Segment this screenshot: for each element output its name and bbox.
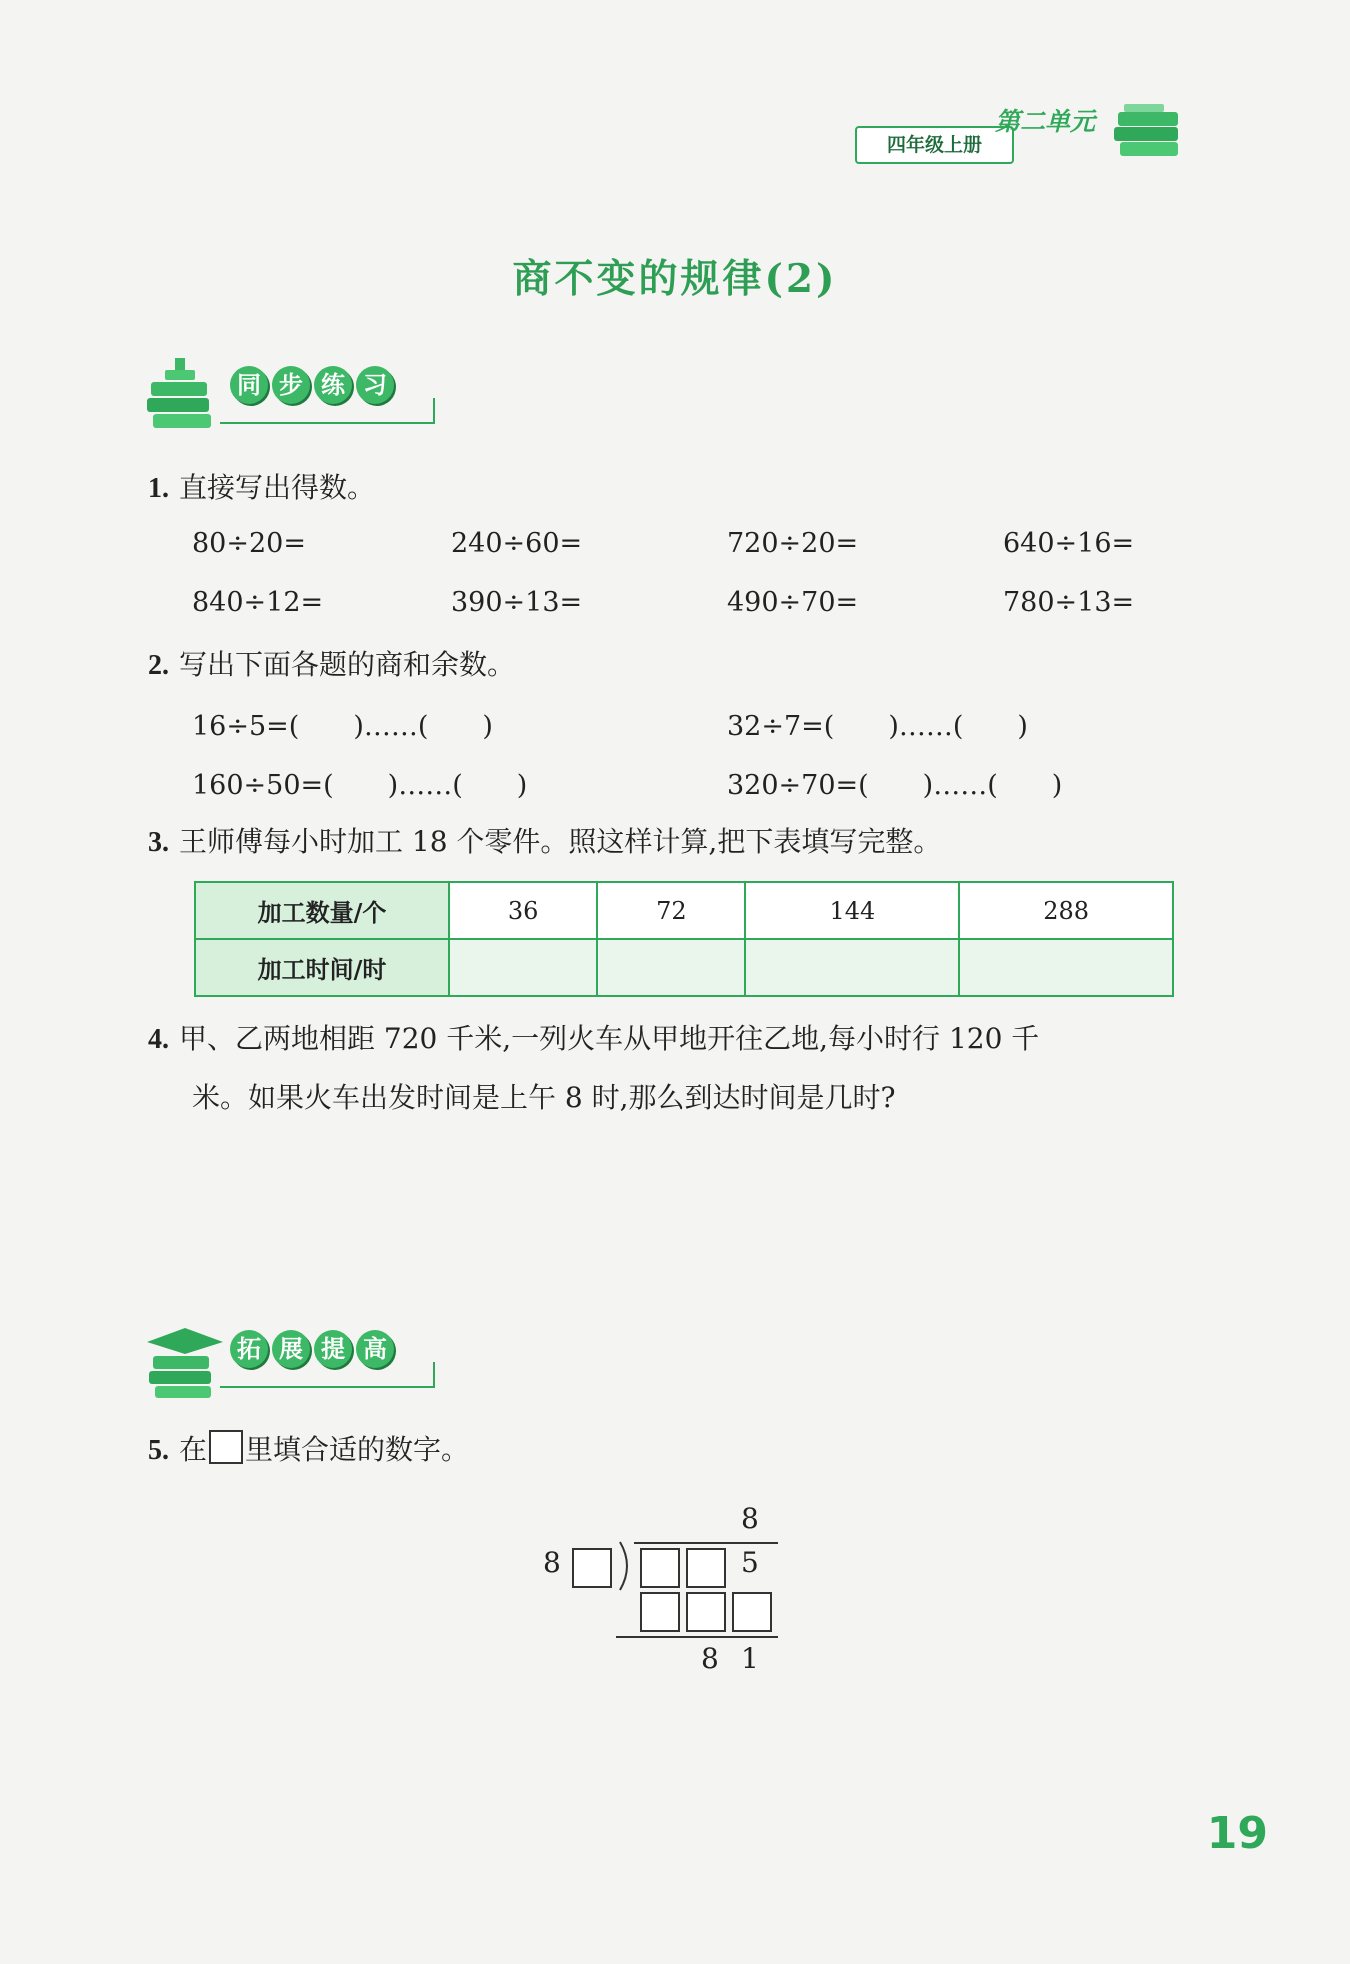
question-text: 甲、乙两地相距 720 千米,一列火车从甲地开往乙地,每小时行 120 千 <box>179 1022 1040 1055</box>
q1-item: 490÷70= <box>727 587 859 618</box>
question-text: 王师傅每小时加工 18 个零件。照这样计算,把下表填写完整。 <box>179 825 942 858</box>
q2-item: 16÷5=( )……( ) <box>192 711 493 742</box>
q1-item: 390÷13= <box>451 587 583 618</box>
books-stack-icon <box>145 356 220 436</box>
unit-label: 第二单元 <box>995 107 1096 136</box>
q2-item: 160÷50=( )……( ) <box>192 770 528 801</box>
question-4-line2: 米。如果火车出发时间是上午 8 时,那么到达时间是几时? <box>192 1081 896 1114</box>
question-text: 写出下面各题的商和余数。 <box>179 648 516 681</box>
page-title: 商不变的规律(2) <box>512 256 838 302</box>
answer-cell[interactable] <box>745 939 959 996</box>
remainder-digit: 8 <box>701 1642 719 1675</box>
section-practice <box>145 356 435 436</box>
section-title <box>230 1330 394 1368</box>
section-char: 高 <box>356 1330 394 1368</box>
digit-box[interactable] <box>640 1548 680 1588</box>
section-char: 同 <box>230 366 268 404</box>
q2-item: 320÷70=( )……( ) <box>727 770 1063 801</box>
section-char: 提 <box>314 1330 352 1368</box>
q2-item: 32÷7=( )……( ) <box>727 711 1028 742</box>
table-cell: 36 <box>449 882 597 939</box>
section-char: 练 <box>314 366 352 404</box>
question-text: 直接写出得数。 <box>179 471 376 504</box>
section-extension <box>145 1320 435 1400</box>
q1-item: 780÷13= <box>1003 587 1135 618</box>
grade-label: 四年级上册 <box>855 126 1014 164</box>
digit-box[interactable] <box>686 1548 726 1588</box>
digit-box[interactable] <box>572 1548 612 1588</box>
answer-cell[interactable] <box>449 939 597 996</box>
graduation-cap-icon <box>145 1320 225 1400</box>
box-symbol <box>209 1430 243 1464</box>
question-number: 3. <box>148 827 169 858</box>
section-underline <box>220 1386 435 1388</box>
dividend-digit: 5 <box>741 1546 759 1579</box>
section-title <box>230 366 394 404</box>
page-number: 19 <box>1206 1808 1268 1859</box>
question-4 <box>148 1017 1039 1057</box>
subtraction-line <box>616 1636 778 1638</box>
question-2 <box>148 643 515 683</box>
table-cell: 72 <box>597 882 745 939</box>
q1-item: 840÷12= <box>192 587 324 618</box>
table-row-header: 加工时间/时 <box>195 939 449 996</box>
section-underline <box>220 422 435 424</box>
section-char: 习 <box>356 366 394 404</box>
question-3 <box>148 820 941 860</box>
q1-item: 240÷60= <box>451 528 583 559</box>
digit-box[interactable] <box>686 1592 726 1632</box>
answer-cell[interactable] <box>597 939 745 996</box>
divisor-digit: 8 <box>543 1546 561 1579</box>
question-number: 1. <box>148 473 169 504</box>
remainder-digit: 1 <box>741 1642 759 1675</box>
q1-item: 80÷20= <box>192 528 306 559</box>
question-text-after: 里填合适的数字。 <box>245 1433 470 1466</box>
division-bar <box>634 1542 778 1544</box>
division-bracket <box>616 1540 636 1592</box>
digit-box[interactable] <box>732 1592 772 1632</box>
table-cell: 288 <box>959 882 1173 939</box>
table-row-header: 加工数量/个 <box>195 882 449 939</box>
question-5 <box>148 1428 469 1468</box>
books-icon <box>1110 100 1185 170</box>
section-char: 步 <box>272 366 310 404</box>
section-char: 展 <box>272 1330 310 1368</box>
question-number: 2. <box>148 650 169 681</box>
digit-box[interactable] <box>640 1592 680 1632</box>
answer-cell[interactable] <box>959 939 1173 996</box>
question-1 <box>148 466 375 506</box>
question-text-before: 在 <box>179 1433 208 1466</box>
parts-table <box>194 881 1174 997</box>
quotient-digit: 8 <box>741 1502 759 1535</box>
unit-badge <box>855 96 1185 176</box>
table-cell: 144 <box>745 882 959 939</box>
question-number: 5. <box>148 1435 169 1466</box>
section-char: 拓 <box>230 1330 268 1368</box>
q1-item: 720÷20= <box>727 528 859 559</box>
question-number: 4. <box>148 1024 169 1055</box>
q1-item: 640÷16= <box>1003 528 1135 559</box>
